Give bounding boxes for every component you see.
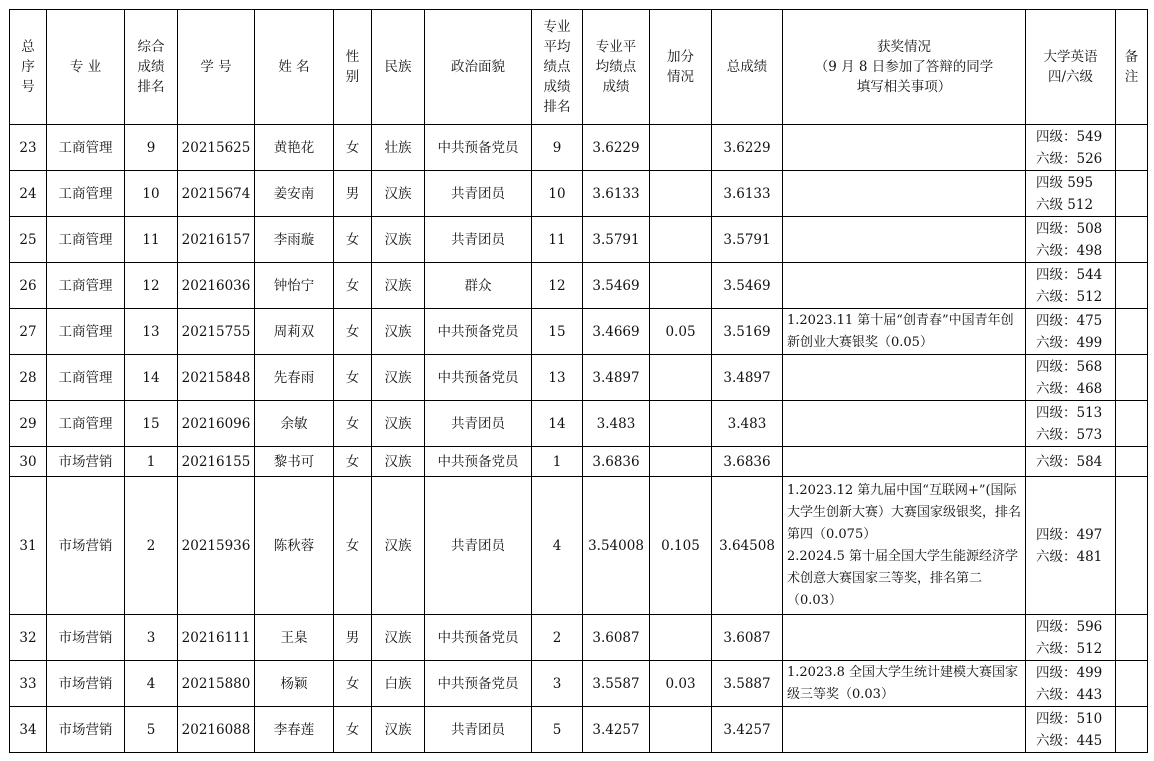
cell-awards (783, 217, 1026, 263)
cell-gpa-rank: 14 (532, 401, 583, 447)
cell-political: 中共预备党员 (425, 661, 532, 707)
cell-student-id: 20215848 (178, 355, 255, 401)
cell-bonus: 0.05 (650, 309, 712, 355)
cell-gpa-rank: 2 (532, 615, 583, 661)
cell-ethnic: 汉族 (372, 217, 425, 263)
cell-total: 3.483 (712, 401, 783, 447)
cell-rank: 10 (125, 171, 178, 217)
cell-notes (1116, 447, 1148, 477)
cell-gpa-rank: 10 (532, 171, 583, 217)
header-gpa: 专业平 均绩点 成绩 (583, 10, 650, 125)
header-political: 政治面貌 (425, 10, 532, 125)
cell-student-id: 20216155 (178, 447, 255, 477)
cell-political: 共青团员 (425, 707, 532, 753)
cell-rank: 2 (125, 477, 178, 615)
cell-awards (783, 355, 1026, 401)
cell-ethnic: 汉族 (372, 171, 425, 217)
cell-rank: 3 (125, 615, 178, 661)
cell-major: 市场营销 (47, 615, 125, 661)
cell-notes (1116, 125, 1148, 171)
cell-awards (783, 661, 1026, 707)
cell-rank: 5 (125, 707, 178, 753)
table-row (10, 615, 1148, 661)
cell-total: 3.6133 (712, 171, 783, 217)
cell-gpa: 3.4257 (583, 707, 650, 753)
cell-ethnic: 汉族 (372, 615, 425, 661)
english-score: 六级：445 (1036, 732, 1103, 749)
cell-name: 黎书可 (255, 447, 334, 477)
cell-political: 群众 (425, 263, 532, 309)
cell-student-id: 20216088 (178, 707, 255, 753)
cell-gender: 女 (334, 447, 372, 477)
table-row (10, 355, 1148, 401)
table-row (10, 125, 1148, 171)
award-entry: 2.2024.5 第十届全国大学生能源经济学术创意大赛国家三等奖，排名第二（0.03） (787, 548, 1019, 608)
english-score: 四级：499 (1036, 664, 1103, 681)
cell-gpa-rank: 13 (532, 355, 583, 401)
cell-rank: 11 (125, 217, 178, 263)
cell-awards (783, 477, 1026, 615)
cell-student-id: 20216096 (178, 401, 255, 447)
table-row (10, 171, 1148, 217)
cell-major: 工商管理 (47, 401, 125, 447)
cell-name: 陈秋蓉 (255, 477, 334, 615)
award-entry: 1.2023.8 全国大学生统计建模大赛国家级三等奖（0.03） (787, 664, 1019, 702)
cell-bonus (650, 447, 712, 477)
cell-political: 中共预备党员 (425, 125, 532, 171)
header-major: 专 业 (47, 10, 125, 125)
cell-name: 李雨璇 (255, 217, 334, 263)
cell-ethnic: 汉族 (372, 707, 425, 753)
cell-student-id: 20215674 (178, 171, 255, 217)
cell-ethnic: 汉族 (372, 401, 425, 447)
cell-gpa-rank: 12 (532, 263, 583, 309)
english-score: 六级：498 (1036, 242, 1103, 259)
cell-political: 中共预备党员 (425, 447, 532, 477)
cell-gender: 女 (334, 477, 372, 615)
english-score: 四级：544 (1036, 266, 1103, 283)
cell-gpa-rank: 4 (532, 477, 583, 615)
cell-total: 3.5887 (712, 661, 783, 707)
cell-name: 姜安南 (255, 171, 334, 217)
cell-english (1026, 217, 1116, 263)
cell-name: 杨颖 (255, 661, 334, 707)
cell-gpa: 3.6836 (583, 447, 650, 477)
cell-english (1026, 477, 1116, 615)
cell-awards (783, 309, 1026, 355)
cell-ethnic: 白族 (372, 661, 425, 707)
cell-student-id: 20215936 (178, 477, 255, 615)
cell-seq: 26 (10, 263, 47, 309)
cell-notes (1116, 217, 1148, 263)
cell-major: 工商管理 (47, 263, 125, 309)
cell-name: 先春雨 (255, 355, 334, 401)
cell-awards (783, 707, 1026, 753)
cell-english (1026, 661, 1116, 707)
cell-seq: 24 (10, 171, 47, 217)
cell-rank: 4 (125, 661, 178, 707)
cell-rank: 15 (125, 401, 178, 447)
cell-total: 3.5469 (712, 263, 783, 309)
cell-gpa-rank: 1 (532, 447, 583, 477)
table-row (10, 217, 1148, 263)
table-row (10, 401, 1148, 447)
english-score: 四级：596 (1036, 618, 1103, 635)
cell-gpa: 3.6229 (583, 125, 650, 171)
english-score: 六级：443 (1036, 686, 1103, 703)
cell-total: 3.6087 (712, 615, 783, 661)
cell-gender: 女 (334, 401, 372, 447)
table-row (10, 309, 1148, 355)
cell-major: 市场营销 (47, 447, 125, 477)
cell-major: 市场营销 (47, 707, 125, 753)
cell-bonus (650, 217, 712, 263)
table-row (10, 707, 1148, 753)
table-row (10, 263, 1148, 309)
cell-gpa: 3.4669 (583, 309, 650, 355)
cell-political: 共青团员 (425, 217, 532, 263)
cell-seq: 31 (10, 477, 47, 615)
cell-major: 工商管理 (47, 309, 125, 355)
cell-gender: 女 (334, 355, 372, 401)
cell-notes (1116, 171, 1148, 217)
cell-notes (1116, 661, 1148, 707)
cell-bonus (650, 171, 712, 217)
cell-total: 3.5169 (712, 309, 783, 355)
cell-english (1026, 171, 1116, 217)
english-score: 四级：549 (1036, 128, 1103, 145)
cell-gender: 女 (334, 263, 372, 309)
cell-gender: 女 (334, 707, 372, 753)
cell-total: 3.6229 (712, 125, 783, 171)
cell-student-id: 20215755 (178, 309, 255, 355)
cell-political: 中共预备党员 (425, 615, 532, 661)
cell-seq: 34 (10, 707, 47, 753)
english-score: 六级：584 (1036, 453, 1103, 470)
header-name: 姓 名 (255, 10, 334, 125)
cell-english (1026, 309, 1116, 355)
header-bonus: 加分 情况 (650, 10, 712, 125)
cell-gpa: 3.483 (583, 401, 650, 447)
cell-major: 工商管理 (47, 125, 125, 171)
cell-student-id: 20216111 (178, 615, 255, 661)
header-seq: 总 序 号 (10, 10, 47, 125)
header-row (10, 10, 1148, 125)
cell-seq: 33 (10, 661, 47, 707)
cell-gender: 男 (334, 615, 372, 661)
cell-awards (783, 171, 1026, 217)
cell-seq: 25 (10, 217, 47, 263)
cell-gender: 女 (334, 309, 372, 355)
english-score: 六级：468 (1036, 380, 1103, 397)
table-row (10, 477, 1148, 615)
cell-student-id: 20216157 (178, 217, 255, 263)
cell-notes (1116, 309, 1148, 355)
english-score: 六级：499 (1036, 334, 1103, 351)
cell-rank: 13 (125, 309, 178, 355)
score-table (9, 9, 1148, 753)
cell-political: 共青团员 (425, 477, 532, 615)
cell-awards (783, 125, 1026, 171)
cell-ethnic: 壮族 (372, 125, 425, 171)
cell-notes (1116, 401, 1148, 447)
header-student-id: 学 号 (178, 10, 255, 125)
cell-political: 共青团员 (425, 401, 532, 447)
cell-major: 工商管理 (47, 217, 125, 263)
cell-name: 黄艳花 (255, 125, 334, 171)
cell-ethnic: 汉族 (372, 355, 425, 401)
cell-gender: 女 (334, 125, 372, 171)
cell-english (1026, 707, 1116, 753)
english-score: 六级：512 (1036, 640, 1103, 657)
english-score: 六级 512 (1036, 196, 1094, 213)
cell-political: 中共预备党员 (425, 309, 532, 355)
cell-english (1026, 401, 1116, 447)
cell-english (1026, 125, 1116, 171)
cell-gender: 女 (334, 217, 372, 263)
cell-awards (783, 447, 1026, 477)
header-awards: 获奖情况 （9 月 8 日参加了答辩的同学 填写相关事项） (783, 10, 1026, 125)
cell-gpa-rank: 3 (532, 661, 583, 707)
cell-awards (783, 263, 1026, 309)
english-score: 六级：573 (1036, 426, 1103, 443)
cell-bonus (650, 355, 712, 401)
cell-gender: 男 (334, 171, 372, 217)
cell-student-id: 20215880 (178, 661, 255, 707)
cell-gpa: 3.6087 (583, 615, 650, 661)
cell-notes (1116, 707, 1148, 753)
header-notes: 备 注 (1116, 10, 1148, 125)
cell-name: 李春莲 (255, 707, 334, 753)
cell-gpa: 3.5791 (583, 217, 650, 263)
award-entry: 1.2023.12 第九届中国“互联网+”(国际大学生创新大赛）大赛国家级银奖，排名第四（0.075） (787, 482, 1022, 542)
cell-student-id: 20215625 (178, 125, 255, 171)
cell-bonus (650, 707, 712, 753)
cell-major: 市场营销 (47, 661, 125, 707)
cell-rank: 14 (125, 355, 178, 401)
cell-gpa-rank: 11 (532, 217, 583, 263)
cell-gpa-rank: 5 (532, 707, 583, 753)
english-score: 四级 595 (1036, 174, 1094, 191)
cell-gpa-rank: 9 (532, 125, 583, 171)
cell-awards (783, 615, 1026, 661)
english-score: 四级：568 (1036, 358, 1103, 375)
cell-name: 周莉双 (255, 309, 334, 355)
cell-student-id: 20216036 (178, 263, 255, 309)
header-gpa-rank: 专业 平均 绩点 成绩 排名 (532, 10, 583, 125)
award-entry: 1.2023.11 第十届“创青春”中国青年创新创业大赛银奖（0.05） (787, 312, 1014, 350)
cell-rank: 9 (125, 125, 178, 171)
table-body (10, 125, 1148, 753)
cell-ethnic: 汉族 (372, 309, 425, 355)
cell-gpa-rank: 15 (532, 309, 583, 355)
cell-ethnic: 汉族 (372, 447, 425, 477)
cell-notes (1116, 615, 1148, 661)
cell-name: 余敏 (255, 401, 334, 447)
cell-gpa: 3.54008 (583, 477, 650, 615)
cell-seq: 27 (10, 309, 47, 355)
cell-total: 3.4897 (712, 355, 783, 401)
cell-bonus (650, 615, 712, 661)
cell-ethnic: 汉族 (372, 477, 425, 615)
cell-gpa: 3.4897 (583, 355, 650, 401)
cell-total: 3.6836 (712, 447, 783, 477)
cell-major: 工商管理 (47, 171, 125, 217)
table-row (10, 447, 1148, 477)
english-score: 四级：513 (1036, 404, 1103, 421)
english-score: 四级：510 (1036, 710, 1103, 727)
header-ethnic: 民族 (372, 10, 425, 125)
english-score: 六级：481 (1036, 548, 1103, 565)
cell-bonus: 0.03 (650, 661, 712, 707)
header-gender: 性 别 (334, 10, 372, 125)
cell-seq: 29 (10, 401, 47, 447)
header-rank: 综合 成绩 排名 (125, 10, 178, 125)
english-score: 六级：526 (1036, 150, 1103, 167)
cell-bonus: 0.105 (650, 477, 712, 615)
cell-seq: 28 (10, 355, 47, 401)
english-score: 六级：512 (1036, 288, 1103, 305)
cell-gpa: 3.6133 (583, 171, 650, 217)
cell-bonus (650, 401, 712, 447)
cell-gpa: 3.5587 (583, 661, 650, 707)
cell-name: 钟怡宁 (255, 263, 334, 309)
cell-ethnic: 汉族 (372, 263, 425, 309)
cell-seq: 23 (10, 125, 47, 171)
cell-political: 中共预备党员 (425, 355, 532, 401)
cell-total: 3.4257 (712, 707, 783, 753)
cell-total: 3.5791 (712, 217, 783, 263)
cell-notes (1116, 355, 1148, 401)
cell-notes (1116, 263, 1148, 309)
cell-political: 共青团员 (425, 171, 532, 217)
cell-rank: 1 (125, 447, 178, 477)
cell-seq: 32 (10, 615, 47, 661)
cell-gpa: 3.5469 (583, 263, 650, 309)
header-total: 总成绩 (712, 10, 783, 125)
cell-name: 王臬 (255, 615, 334, 661)
cell-awards (783, 401, 1026, 447)
cell-rank: 12 (125, 263, 178, 309)
cell-bonus (650, 263, 712, 309)
cell-english (1026, 263, 1116, 309)
cell-major: 市场营销 (47, 477, 125, 615)
cell-major: 工商管理 (47, 355, 125, 401)
english-score: 四级：497 (1036, 526, 1103, 543)
cell-notes (1116, 477, 1148, 615)
cell-english (1026, 447, 1116, 477)
table-row (10, 661, 1148, 707)
english-score: 四级：508 (1036, 220, 1103, 237)
cell-gender: 女 (334, 661, 372, 707)
cell-english (1026, 615, 1116, 661)
cell-english (1026, 355, 1116, 401)
header-english: 大学英语 四/六级 (1026, 10, 1116, 125)
cell-bonus (650, 125, 712, 171)
english-score: 四级：475 (1036, 312, 1103, 329)
cell-seq: 30 (10, 447, 47, 477)
cell-total: 3.64508 (712, 477, 783, 615)
